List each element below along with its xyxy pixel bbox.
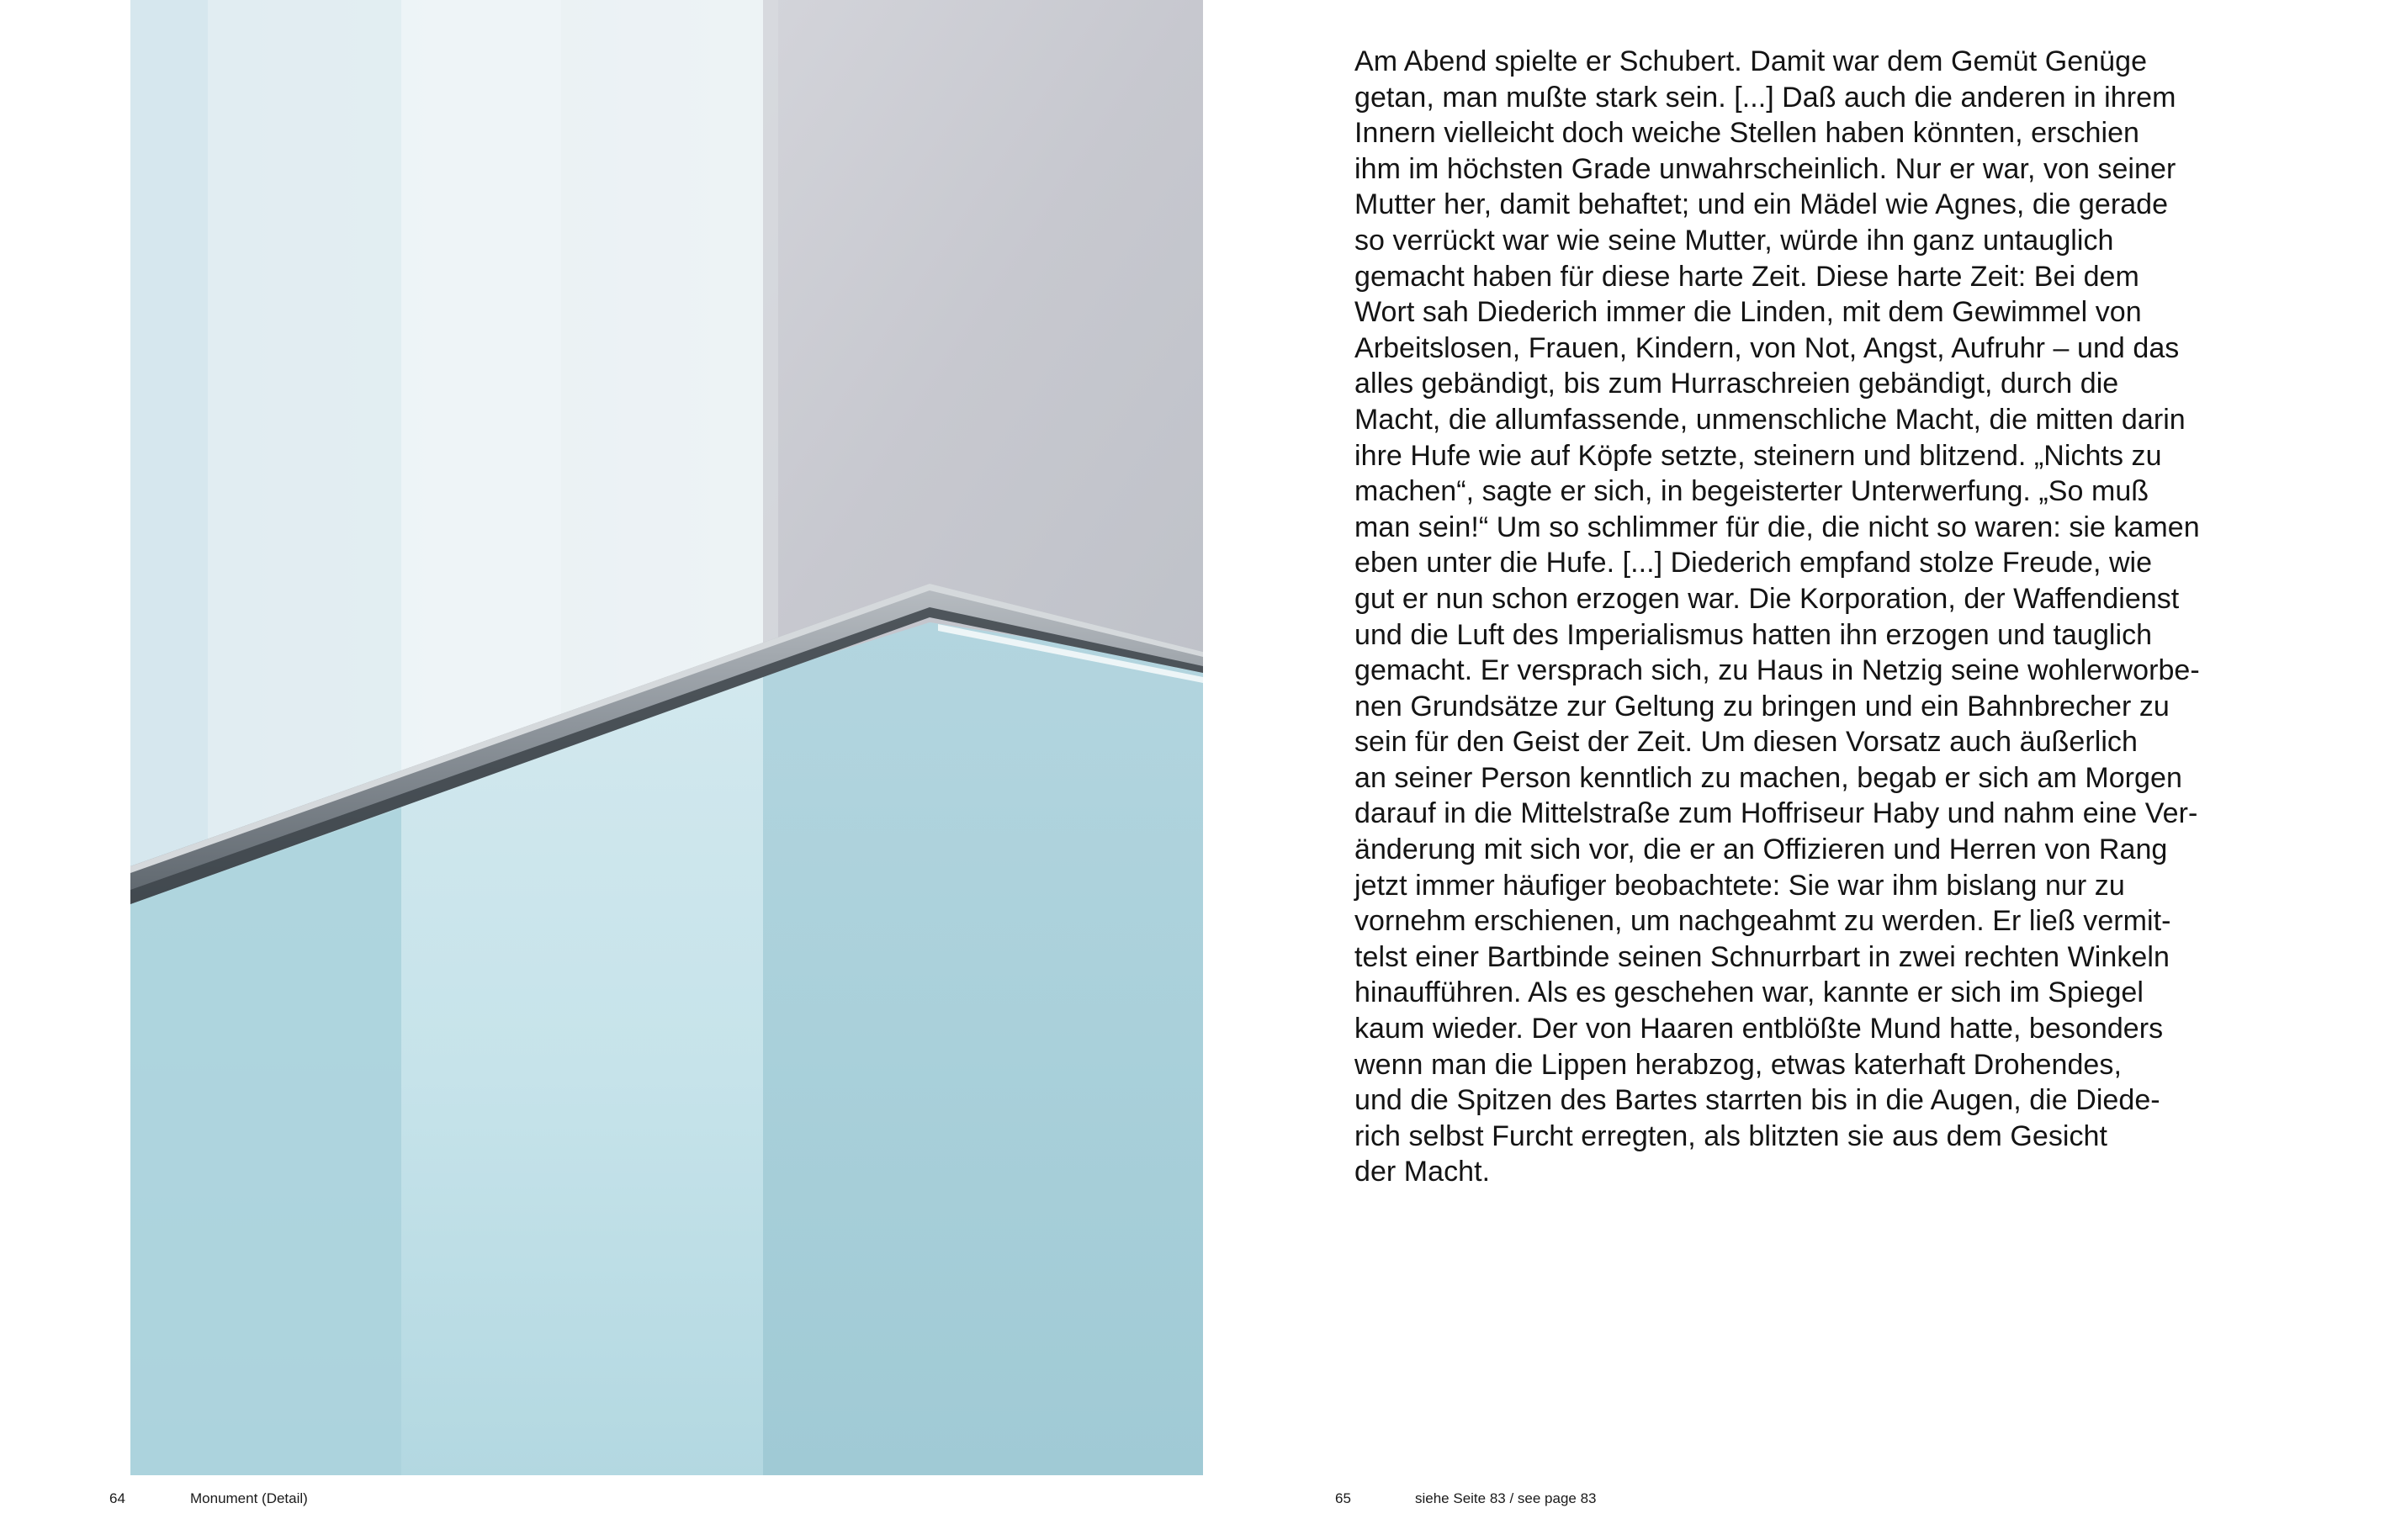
text-line: und die Luft des Imperialismus hatten ihn erzogen und tauglich	[1354, 618, 2153, 651]
text-line: gemacht. Er versprach sich, zu Haus in Netzig seine wohlerworbe-	[1354, 654, 2200, 687]
page-number-right: 65	[1335, 1490, 1351, 1506]
text-line: ihm im höchsten Grade unwahrscheinlich. Nur er war, von seiner	[1354, 152, 2176, 185]
text-line: nen Grundsätze zur Geltung zu bringen und ein Bahnbrecher zu	[1354, 690, 2170, 722]
text-line: gemacht haben für diese harte Zeit. Diese harte Zeit: Bei dem	[1354, 260, 2139, 293]
text-line: Arbeitslosen, Frauen, Kindern, von Not, Angst, Aufruhr – und das	[1354, 331, 2180, 364]
text-line: darauf in die Mittelstraße zum Hoffriseur Haby und nahm eine Ver-	[1354, 797, 2198, 830]
text-line: Wort sah Diederich immer die Linden, mit dem Gewimmel von	[1354, 296, 2142, 329]
text-line: telst einer Bartbinde seinen Schnurrbart in zwei rechten Winkeln	[1354, 940, 2170, 973]
text-line: änderung mit sich vor, die er an Offizieren und Herren von Rang	[1354, 834, 2168, 866]
text-line: Mutter her, damit behaftet; und ein Mädel wie Agnes, die gerade	[1354, 188, 2169, 221]
cross-reference: siehe Seite 83 / see page 83	[1415, 1490, 1597, 1506]
text-line: sein für den Geist der Zeit. Um diesen Vorsatz auch äußerlich	[1354, 726, 2138, 759]
text-line: getan, man mußte stark sein. [...] Daß auch die anderen in ihrem	[1354, 81, 2176, 114]
text-line: machen“, sagte er sich, in begeisterter Unterwerfung. „So muß	[1354, 475, 2149, 508]
page-number-left: 64	[109, 1490, 125, 1506]
text-line: Am Abend spielte er Schubert. Damit war dem Gemüt Genüge	[1354, 45, 2148, 77]
text-line: wenn man die Lippen herabzog, etwas katerhaft Drohendes,	[1354, 1048, 2122, 1081]
text-line: eben unter die Hufe. [...] Diederich empfand stolze Freude, wie	[1354, 547, 2153, 579]
text-line: hinaufführen. Als es geschehen war, kannte er sich im Spiegel	[1354, 976, 2144, 1009]
text-line: rich selbst Furcht erregten, als blitzten sie aus dem Gesicht	[1354, 1119, 2107, 1152]
photo-caption: Monument (Detail)	[190, 1490, 308, 1506]
text-line: an seiner Person kenntlich zu machen, begab er sich am Morgen	[1354, 761, 2182, 794]
text-line: Macht, die allumfassende, unmenschliche Macht, die mitten darin	[1354, 403, 2186, 436]
text-line: der Macht.	[1354, 1156, 1491, 1188]
text-line: ihre Hufe wie auf Köpfe setzte, steinern und blitzend. „Nichts zu	[1354, 439, 2162, 472]
text-line: so verrückt war wie seine Mutter, würde ihn ganz untauglich	[1354, 224, 2114, 257]
text-line: und die Spitzen des Bartes starrten bis in die Augen, die Diede-	[1354, 1084, 2160, 1117]
quoted-text	[1354, 44, 2288, 1190]
monument-photograph	[130, 0, 1203, 1475]
text-line: vornehm erschienen, um nachgeahmt zu werden. Er ließ vermit-	[1354, 905, 2171, 938]
text-line: kaum wieder. Der von Haaren entblößte Mund hatte, besonders	[1354, 1013, 2164, 1045]
text-line: Innern vielleicht doch weiche Stellen haben könnten, erschien	[1354, 117, 2139, 150]
text-line: man sein!“ Um so schlimmer für die, die nicht so waren: sie kamen	[1354, 511, 2200, 543]
text-line: alles gebändigt, bis zum Hurraschreien gebändigt, durch die	[1354, 368, 2119, 400]
text-line: jetzt immer häufiger beobachtete: Sie war ihm bislang nur zu	[1354, 869, 2125, 902]
text-line: gut er nun schon erzogen war. Die Korporation, der Waffendienst	[1354, 582, 2180, 615]
